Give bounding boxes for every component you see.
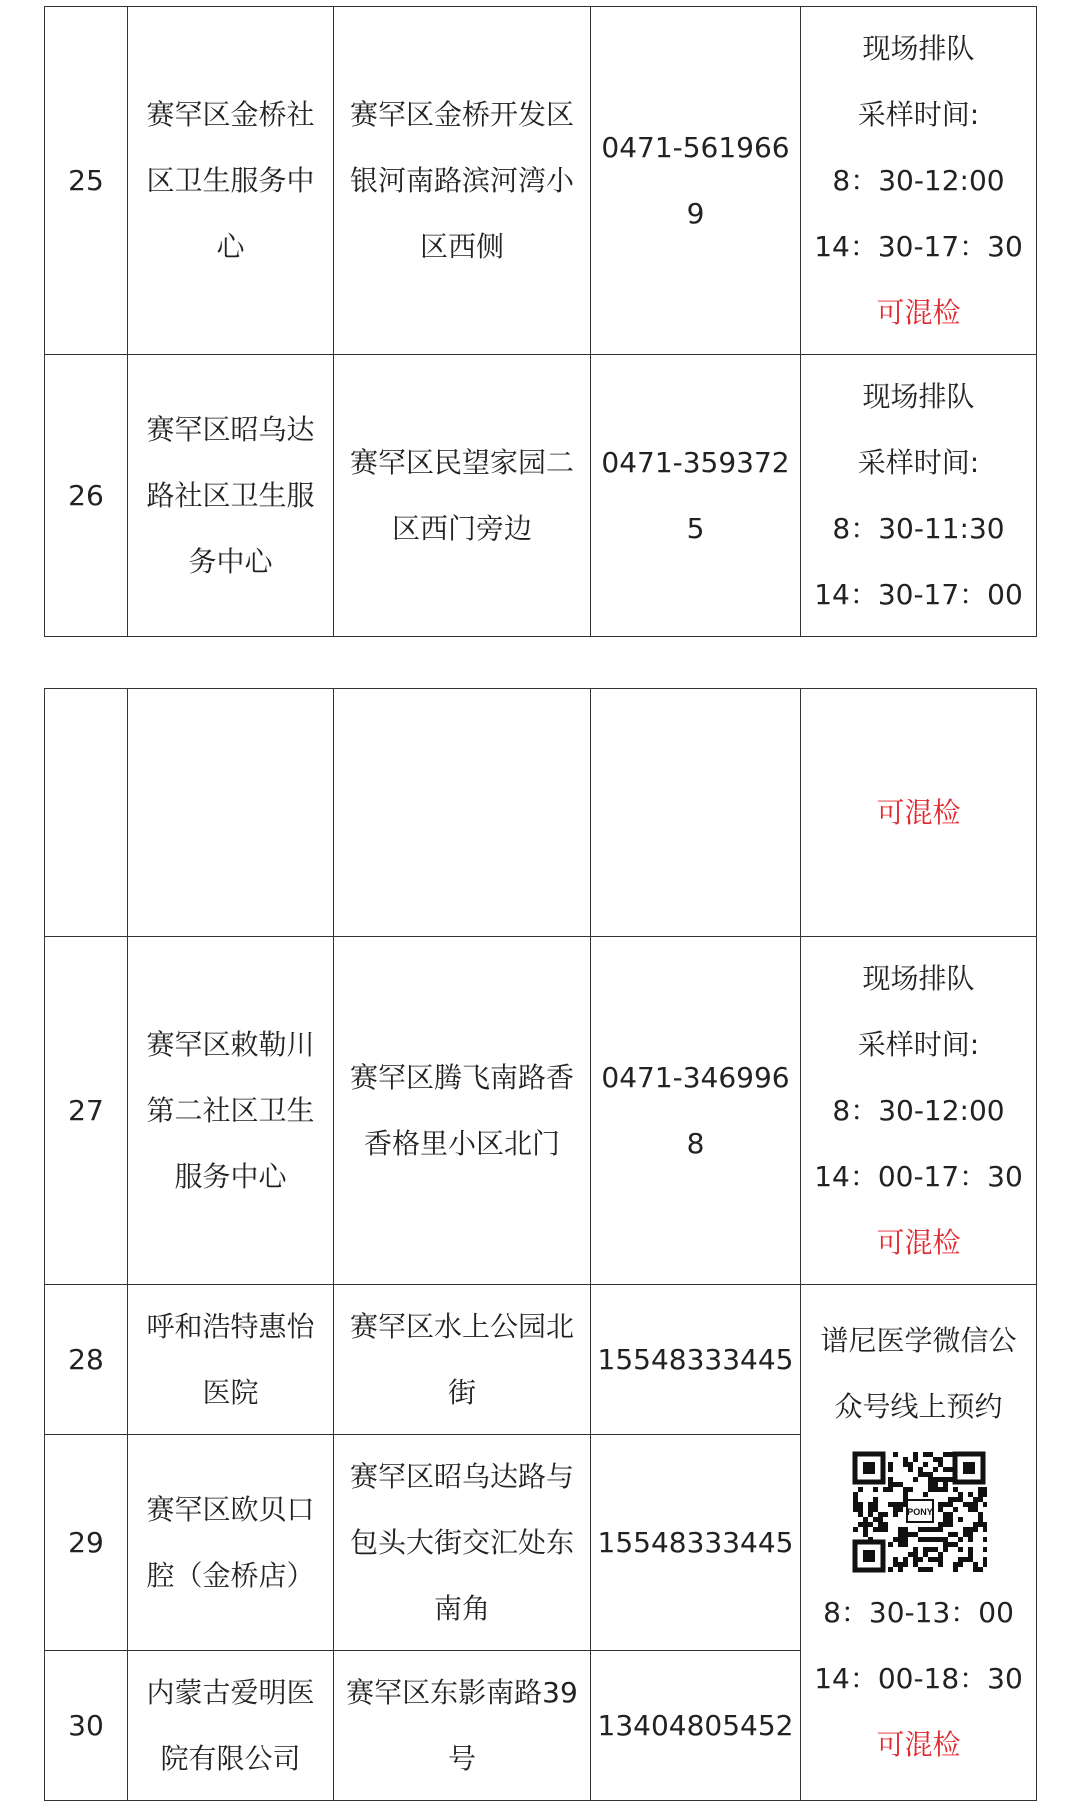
site-phone: [591, 689, 801, 937]
row-number: 27: [45, 937, 128, 1285]
table-row: [45, 689, 1037, 937]
time-afternoon: 14：00-18：30: [814, 1661, 1023, 1695]
site-address: [334, 689, 591, 937]
mixed-test-note: 可混检: [876, 295, 961, 329]
queue-text: 现场排队: [862, 961, 975, 995]
queue-text: 现场排队: [862, 31, 975, 65]
site-phone: 13404805452: [591, 1651, 801, 1801]
time-afternoon: 14：00-17：30: [814, 1159, 1023, 1193]
testing-sites-table-part1: [44, 6, 1037, 637]
site-name: [128, 689, 334, 937]
sampling-info: [801, 355, 1037, 637]
row-number: 30: [45, 1651, 128, 1801]
time-label: 采样时间:: [857, 97, 980, 131]
site-name: 赛罕区欧贝口腔（金桥店）: [128, 1435, 334, 1651]
site-phone: 15548333445: [591, 1435, 801, 1651]
site-address: 赛罕区金桥开发区银河南路滨河湾小区西侧: [334, 7, 591, 355]
mixed-test-note: 可混检: [876, 795, 961, 829]
time-afternoon: 14：30-17：00: [814, 577, 1023, 611]
site-address: 赛罕区东影南路39号: [334, 1651, 591, 1801]
site-address: 赛罕区水上公园北街: [334, 1285, 591, 1435]
sampling-info: [801, 689, 1037, 937]
time-label: 采样时间:: [857, 445, 980, 479]
mixed-test-note: 可混检: [876, 1727, 961, 1761]
sampling-info: [801, 937, 1037, 1285]
booking-text: 谱尼医学微信公众号线上预约: [820, 1323, 1017, 1423]
time-morning: 8：30-12:00: [832, 163, 1005, 197]
mixed-test-note: 可混检: [876, 1225, 961, 1259]
time-afternoon: 14：30-17：30: [814, 229, 1023, 263]
site-phone: 0471-3469968: [591, 937, 801, 1285]
site-name: 赛罕区金桥社区卫生服务中心: [128, 7, 334, 355]
site-address: 赛罕区昭乌达路与包头大街交汇处东南角: [334, 1435, 591, 1651]
site-phone: 0471-3593725: [591, 355, 801, 637]
site-name: 赛罕区敕勒川第二社区卫生服务中心: [128, 937, 334, 1285]
site-name: 内蒙古爱明医院有限公司: [128, 1651, 334, 1801]
time-morning: 8：30-13：00: [823, 1595, 1014, 1629]
row-number: 26: [45, 355, 128, 637]
qr-brand: PONY: [906, 1506, 933, 1517]
time-morning: 8：30-12:00: [832, 1093, 1005, 1127]
queue-text: 现场排队: [862, 379, 975, 413]
site-name: 赛罕区昭乌达路社区卫生服务中心: [128, 355, 334, 637]
site-address: 赛罕区民望家园二区西门旁边: [334, 355, 591, 637]
table-row: [45, 1285, 1037, 1435]
site-phone: 15548333445: [591, 1285, 801, 1435]
booking-info: [801, 1285, 1037, 1801]
sampling-info: [801, 7, 1037, 355]
site-address: 赛罕区腾飞南路香香格里小区北门: [334, 937, 591, 1285]
table-row: [45, 355, 1037, 637]
row-number: [45, 689, 128, 937]
row-number: 29: [45, 1435, 128, 1651]
row-number: 28: [45, 1285, 128, 1435]
time-morning: 8：30-11:30: [832, 511, 1005, 545]
time-label: 采样时间:: [857, 1027, 980, 1061]
row-number: 25: [45, 7, 128, 355]
table-row: [45, 7, 1037, 355]
table-row: [45, 937, 1037, 1285]
site-name: 呼和浩特惠怡医院: [128, 1285, 334, 1435]
site-phone: 0471-5619669: [591, 7, 801, 355]
testing-sites-table-part2: [44, 688, 1037, 1801]
qr-code-icon[interactable]: [851, 1450, 987, 1574]
